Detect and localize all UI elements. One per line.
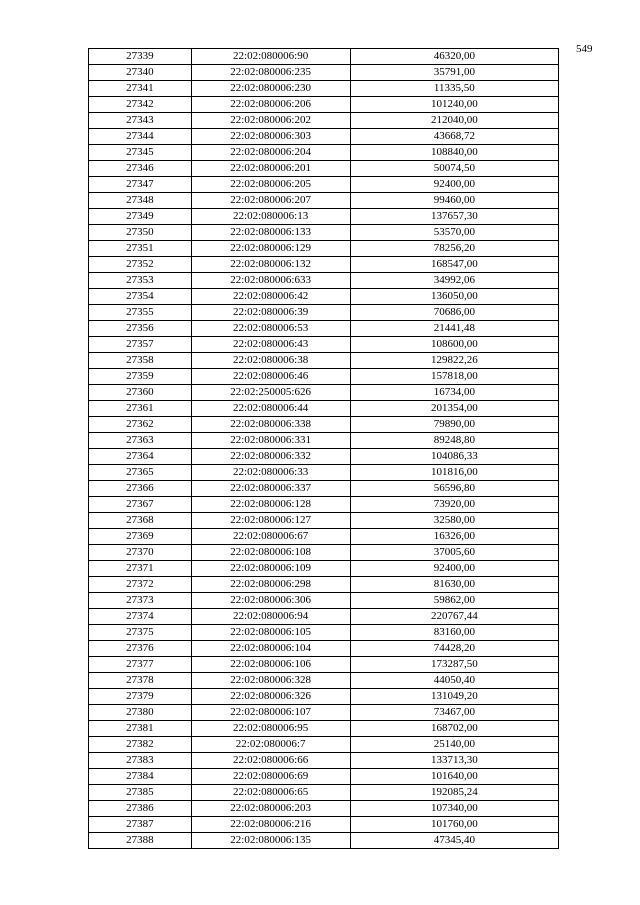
value-cell: 43668,72 [350,129,558,145]
cadastral-number-cell: 22:02:080006:298 [191,577,350,593]
value-cell: 16326,00 [350,529,558,545]
value-cell: 220767,44 [350,609,558,625]
value-cell: 89248,80 [350,433,558,449]
page-number: 549 [576,43,593,55]
row-number-cell: 27365 [89,465,192,481]
value-cell: 79890,00 [350,417,558,433]
cadastral-number-cell: 22:02:080006:133 [191,225,350,241]
value-cell: 101240,00 [350,97,558,113]
value-cell: 11335,50 [350,81,558,97]
table-row [89,49,559,65]
cadastral-number-cell: 22:02:080006:39 [191,305,350,321]
table-row [89,817,559,833]
row-number-cell: 27345 [89,145,192,161]
row-number-cell: 27363 [89,433,192,449]
row-number-cell: 27375 [89,625,192,641]
cadastral-number-cell: 22:02:080006:13 [191,209,350,225]
cadastral-number-cell: 22:02:080006:33 [191,465,350,481]
table-row [89,753,559,769]
row-number-cell: 27371 [89,561,192,577]
cadastral-number-cell: 22:02:080006:106 [191,657,350,673]
row-number-cell: 27383 [89,753,192,769]
row-number-cell: 27368 [89,513,192,529]
row-number-cell: 27357 [89,337,192,353]
cadastral-number-cell: 22:02:080006:107 [191,705,350,721]
row-number-cell: 27360 [89,385,192,401]
value-cell: 73467,00 [350,705,558,721]
value-cell: 101640,00 [350,769,558,785]
row-number-cell: 27349 [89,209,192,225]
cadastral-number-cell: 22:02:080006:216 [191,817,350,833]
table-row [89,609,559,625]
value-cell: 35791,00 [350,65,558,81]
row-number-cell: 27341 [89,81,192,97]
row-number-cell: 27358 [89,353,192,369]
cadastral-number-cell: 22:02:080006:128 [191,497,350,513]
cadastral-number-cell: 22:02:080006:65 [191,785,350,801]
table-row [89,625,559,641]
cadastral-number-cell: 22:02:080006:206 [191,97,350,113]
table-row [89,209,559,225]
table-row [89,65,559,81]
table-row [89,705,559,721]
cadastral-number-cell: 22:02:080006:328 [191,673,350,689]
table-row [89,641,559,657]
row-number-cell: 27352 [89,257,192,273]
value-cell: 201354,00 [350,401,558,417]
value-cell: 46320,00 [350,49,558,65]
table-row [89,337,559,353]
row-number-cell: 27343 [89,113,192,129]
table-row [89,833,559,849]
row-number-cell: 27388 [89,833,192,849]
row-number-cell: 27359 [89,369,192,385]
table-row [89,193,559,209]
row-number-cell: 27384 [89,769,192,785]
value-cell: 129822,26 [350,353,558,369]
row-number-cell: 27379 [89,689,192,705]
cadastral-number-cell: 22:02:080006:95 [191,721,350,737]
value-cell: 34992,06 [350,273,558,289]
table-row [89,657,559,673]
table-row [89,417,559,433]
cadastral-number-cell: 22:02:080006:127 [191,513,350,529]
row-number-cell: 27347 [89,177,192,193]
cadastral-number-cell: 22:02:080006:331 [191,433,350,449]
row-number-cell: 27386 [89,801,192,817]
row-number-cell: 27382 [89,737,192,753]
row-number-cell: 27356 [89,321,192,337]
table-body [89,49,559,849]
row-number-cell: 27351 [89,241,192,257]
cadastral-number-cell: 22:02:080006:104 [191,641,350,657]
row-number-cell: 27387 [89,817,192,833]
value-cell: 74428,20 [350,641,558,657]
row-number-cell: 27372 [89,577,192,593]
cadastral-number-cell: 22:02:080006:42 [191,289,350,305]
cadastral-number-cell: 22:02:080006:7 [191,737,350,753]
table-row [89,161,559,177]
table-row [89,129,559,145]
value-cell: 56596,80 [350,481,558,497]
row-number-cell: 27361 [89,401,192,417]
cadastral-number-cell: 22:02:080006:303 [191,129,350,145]
row-number-cell: 27385 [89,785,192,801]
cadastral-number-cell: 22:02:080006:38 [191,353,350,369]
cadastral-number-cell: 22:02:080006:203 [191,801,350,817]
value-cell: 101816,00 [350,465,558,481]
cadastral-number-cell: 22:02:080006:132 [191,257,350,273]
cadastral-number-cell: 22:02:080006:108 [191,545,350,561]
cadastral-number-cell: 22:02:080006:135 [191,833,350,849]
table-row [89,481,559,497]
table-row [89,577,559,593]
table-row [89,257,559,273]
table-row [89,465,559,481]
table-row [89,529,559,545]
row-number-cell: 27364 [89,449,192,465]
row-number-cell: 27376 [89,641,192,657]
table-row [89,593,559,609]
row-number-cell: 27350 [89,225,192,241]
value-cell: 92400,00 [350,177,558,193]
cadastral-number-cell: 22:02:080006:90 [191,49,350,65]
table-row [89,769,559,785]
cadastral-number-cell: 22:02:080006:332 [191,449,350,465]
table-row [89,305,559,321]
cadastral-number-cell: 22:02:080006:306 [191,593,350,609]
value-cell: 212040,00 [350,113,558,129]
row-number-cell: 27346 [89,161,192,177]
value-cell: 137657,30 [350,209,558,225]
row-number-cell: 27348 [89,193,192,209]
cadastre-table [88,48,559,849]
cadastral-number-cell: 22:02:080006:201 [191,161,350,177]
table-row [89,113,559,129]
cadastral-number-cell: 22:02:080006:207 [191,193,350,209]
table-row [89,225,559,241]
row-number-cell: 27378 [89,673,192,689]
value-cell: 81630,00 [350,577,558,593]
cadastral-number-cell: 22:02:080006:326 [191,689,350,705]
cadastral-number-cell: 22:02:080006:235 [191,65,350,81]
row-number-cell: 27353 [89,273,192,289]
value-cell: 136050,00 [350,289,558,305]
value-cell: 44050,40 [350,673,558,689]
value-cell: 78256,20 [350,241,558,257]
value-cell: 32580,00 [350,513,558,529]
cadastral-number-cell: 22:02:080006:230 [191,81,350,97]
table-row [89,673,559,689]
value-cell: 16734,00 [350,385,558,401]
cadastral-number-cell: 22:02:080006:44 [191,401,350,417]
table-row [89,513,559,529]
table-row [89,497,559,513]
row-number-cell: 27362 [89,417,192,433]
value-cell: 99460,00 [350,193,558,209]
table-row [89,721,559,737]
table-row [89,321,559,337]
cadastral-number-cell: 22:02:080006:129 [191,241,350,257]
row-number-cell: 27373 [89,593,192,609]
cadastral-number-cell: 22:02:080006:53 [191,321,350,337]
value-cell: 131049,20 [350,689,558,705]
table-row [89,273,559,289]
value-cell: 107340,00 [350,801,558,817]
value-cell: 104086,33 [350,449,558,465]
table-row [89,385,559,401]
cadastral-number-cell: 22:02:080006:67 [191,529,350,545]
table-row [89,737,559,753]
value-cell: 168702,00 [350,721,558,737]
row-number-cell: 27374 [89,609,192,625]
table-row [89,81,559,97]
value-cell: 73920,00 [350,497,558,513]
value-cell: 70686,00 [350,305,558,321]
row-number-cell: 27354 [89,289,192,305]
value-cell: 59862,00 [350,593,558,609]
row-number-cell: 27381 [89,721,192,737]
value-cell: 108600,00 [350,337,558,353]
cadastral-number-cell: 22:02:080006:109 [191,561,350,577]
table-row [89,353,559,369]
row-number-cell: 27367 [89,497,192,513]
table-row [89,241,559,257]
cadastral-number-cell: 22:02:250005:626 [191,385,350,401]
cadastral-number-cell: 22:02:080006:94 [191,609,350,625]
value-cell: 168547,00 [350,257,558,273]
table-row [89,561,559,577]
table-row [89,689,559,705]
table-row [89,449,559,465]
cadastral-number-cell: 22:02:080006:105 [191,625,350,641]
table-row [89,177,559,193]
table-row [89,145,559,161]
table-row [89,433,559,449]
row-number-cell: 27369 [89,529,192,545]
value-cell: 92400,00 [350,561,558,577]
row-number-cell: 27366 [89,481,192,497]
value-cell: 192085,24 [350,785,558,801]
table-row [89,369,559,385]
row-number-cell: 27340 [89,65,192,81]
row-number-cell: 27342 [89,97,192,113]
row-number-cell: 27355 [89,305,192,321]
cadastral-number-cell: 22:02:080006:69 [191,769,350,785]
table-row [89,97,559,113]
row-number-cell: 27380 [89,705,192,721]
value-cell: 37005,60 [350,545,558,561]
row-number-cell: 27377 [89,657,192,673]
value-cell: 157818,00 [350,369,558,385]
cadastral-number-cell: 22:02:080006:337 [191,481,350,497]
cadastral-number-cell: 22:02:080006:66 [191,753,350,769]
row-number-cell: 27344 [89,129,192,145]
table-row [89,401,559,417]
cadastral-number-cell: 22:02:080006:43 [191,337,350,353]
value-cell: 21441,48 [350,321,558,337]
value-cell: 25140,00 [350,737,558,753]
cadastral-number-cell: 22:02:080006:204 [191,145,350,161]
cadastral-number-cell: 22:02:080006:202 [191,113,350,129]
table-row [89,785,559,801]
value-cell: 47345,40 [350,833,558,849]
table-row [89,545,559,561]
value-cell: 83160,00 [350,625,558,641]
table-row [89,801,559,817]
row-number-cell: 27370 [89,545,192,561]
value-cell: 108840,00 [350,145,558,161]
value-cell: 53570,00 [350,225,558,241]
value-cell: 173287,50 [350,657,558,673]
table-row [89,289,559,305]
row-number-cell: 27339 [89,49,192,65]
value-cell: 101760,00 [350,817,558,833]
value-cell: 133713,30 [350,753,558,769]
cadastral-number-cell: 22:02:080006:46 [191,369,350,385]
cadastral-number-cell: 22:02:080006:338 [191,417,350,433]
cadastral-number-cell: 22:02:080006:205 [191,177,350,193]
cadastral-number-cell: 22:02:080006:633 [191,273,350,289]
value-cell: 50074,50 [350,161,558,177]
